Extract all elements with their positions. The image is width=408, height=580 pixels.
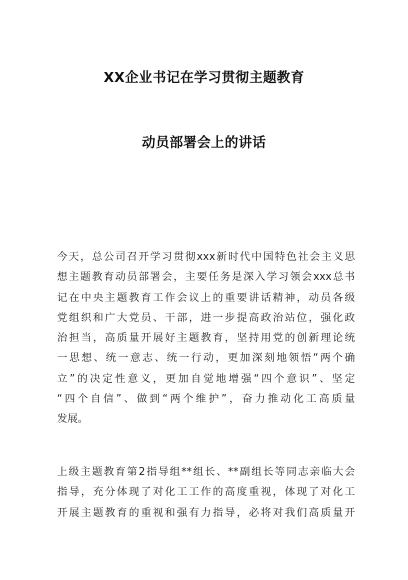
paragraph-1-line: 发展。 xyxy=(57,413,89,426)
document-title-line-1: XX企业书记在学习贯彻主题教育 xyxy=(103,70,305,86)
paragraph-2 xyxy=(57,462,355,523)
paragraph-1-line: 党组织和广大党员、干部，进一步提高政治站位，强化政 xyxy=(57,311,355,324)
paragraph-1-line: 今天，总公司召开学习贯彻xxx新时代中国特色社会主义思 xyxy=(57,251,355,263)
paragraph-1-line: 想主题教育动员部署会，主要任务是深入学习领会xxx总书 xyxy=(57,271,355,284)
paragraph-1-line: 一思想、统一意志、统一行动，更加深刻地领悟“两个确 xyxy=(57,352,355,365)
paragraph-1-line: 治担当，高质量开展好主题教育，坚持用党的创新理论统 xyxy=(57,332,355,345)
paragraph-2-line: 开展主题教育的重视和强有力指导，必将对我们高质量开 xyxy=(57,506,355,519)
paragraph-1-line: “四个自信”、做到“两个维护”，奋力推动化工高质量 xyxy=(57,393,355,406)
document-title-line-2: 动员部署会上的讲话 xyxy=(141,135,267,151)
paragraph-1-line: 立”的决定性意义，更加自觉地增强“四个意识”、坚定 xyxy=(57,372,355,385)
paragraph-2-line: 指导，充分体现了对化工工作的高度重视，体现了对化工 xyxy=(57,486,355,499)
paragraph-2-line: 上级主题教育第2指导组**组长、**副组长等同志亲临大会 xyxy=(57,466,355,478)
paragraph-1 xyxy=(57,247,355,430)
paragraph-1-line: 记在中央主题教育工作会议上的重要讲话精神，动员各级 xyxy=(57,291,355,304)
